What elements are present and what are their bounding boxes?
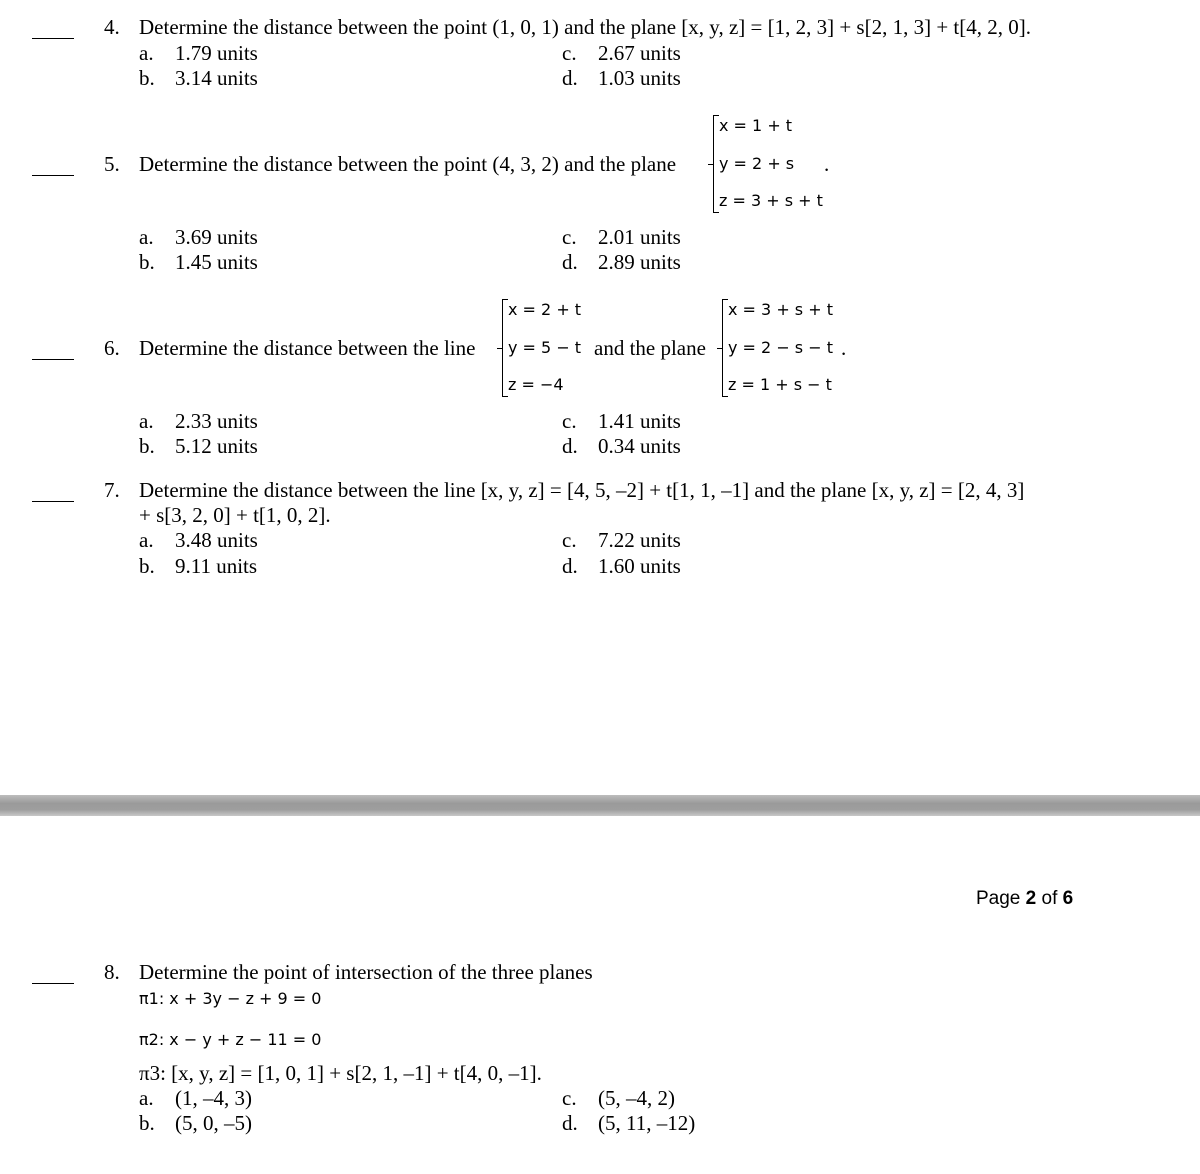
- q4-option-c: 2.67 units: [598, 41, 681, 65]
- page-total: 6: [1062, 888, 1074, 909]
- q5-period: .: [824, 152, 830, 176]
- q8-plane-2: π2: x − y + z − 11 = 0: [139, 1030, 322, 1049]
- q5-option-a-label: a.: [139, 225, 154, 249]
- q8-plane-1: π1: x + 3y − z + 9 = 0: [139, 989, 322, 1008]
- answer-blank-q6[interactable]: [32, 359, 74, 360]
- q6-line-eq-y: y = 5 − t: [508, 338, 582, 357]
- q8-option-b: (5, 0, –5): [175, 1111, 252, 1135]
- q7-option-b-label: b.: [139, 554, 155, 578]
- q5-plane-eq-z: z = 3 + s + t: [719, 191, 823, 210]
- q4-option-a-label: a.: [139, 41, 154, 65]
- question-7-text-line1: Determine the distance between the line [x, y, z] = [4, 5, –2] + t[1, 1, –1] and the plane [x, y, z] = [2, 4, 3]: [139, 478, 1025, 502]
- page-current: 2: [1025, 888, 1037, 909]
- answer-blank-q7[interactable]: [32, 501, 74, 502]
- q6-option-a-label: a.: [139, 409, 154, 433]
- q5-plane-eq-x: x = 1 + t: [719, 116, 793, 135]
- question-5-text: Determine the distance between the point (4, 3, 2) and the plane: [139, 152, 677, 176]
- q7-option-c-label: c.: [562, 528, 577, 552]
- q8-plane-3: π3: [x, y, z] = [1, 0, 1] + s[2, 1, –1] + t[4, 0, –1].: [139, 1061, 542, 1085]
- q8-option-c: (5, –4, 2): [598, 1086, 675, 1110]
- q6-option-b-label: b.: [139, 434, 155, 458]
- q4-option-a: 1.79 units: [175, 41, 258, 65]
- page-of-label: of: [1041, 888, 1058, 909]
- q8-option-a: (1, –4, 3): [175, 1086, 252, 1110]
- q6-option-c-label: c.: [562, 409, 577, 433]
- q6-option-a: 2.33 units: [175, 409, 258, 433]
- question-4-text: Determine the distance between the point (1, 0, 1) and the plane [x, y, z] = [1, 2, 3] + s[2, 1, 3] + t[4, 2, 0].: [139, 15, 1031, 39]
- q6-plane-eq-z: z = 1 + s − t: [728, 375, 832, 394]
- q4-option-b-label: b.: [139, 66, 155, 90]
- question-number-6: 6.: [104, 336, 120, 360]
- q5-option-c: 2.01 units: [598, 225, 681, 249]
- q5-option-d: 2.89 units: [598, 250, 681, 274]
- q6-line-eq-x: x = 2 + t: [508, 300, 582, 319]
- q5-option-a: 3.69 units: [175, 225, 258, 249]
- q4-option-d: 1.03 units: [598, 66, 681, 90]
- answer-blank-q4[interactable]: [32, 38, 74, 39]
- q7-option-d-label: d.: [562, 554, 578, 578]
- question-number-7: 7.: [104, 478, 120, 502]
- q6-option-d-label: d.: [562, 434, 578, 458]
- q8-option-d: (5, 11, –12): [598, 1111, 696, 1135]
- question-number-5: 5.: [104, 152, 120, 176]
- q7-option-b: 9.11 units: [175, 554, 258, 578]
- question-number-4: 4.: [104, 15, 120, 39]
- page-break-divider: [0, 795, 1200, 816]
- q7-option-d: 1.60 units: [598, 554, 681, 578]
- q8-option-d-label: d.: [562, 1111, 578, 1135]
- q4-option-b: 3.14 units: [175, 66, 258, 90]
- q6-option-d: 0.34 units: [598, 434, 681, 458]
- page-label: Page: [976, 888, 1021, 909]
- q8-option-c-label: c.: [562, 1086, 577, 1110]
- q5-option-b-label: b.: [139, 250, 155, 274]
- q5-option-d-label: d.: [562, 250, 578, 274]
- question-6-text: Determine the distance between the line: [139, 336, 476, 360]
- answer-blank-q8[interactable]: [32, 983, 74, 984]
- q7-option-a-label: a.: [139, 528, 154, 552]
- q5-option-b: 1.45 units: [175, 250, 258, 274]
- q5-option-c-label: c.: [562, 225, 577, 249]
- question-number-8: 8.: [104, 960, 120, 984]
- q6-line-brace: [502, 299, 503, 397]
- q7-option-c: 7.22 units: [598, 528, 681, 552]
- question-7-text-line2: + s[3, 2, 0] + t[1, 0, 2].: [139, 503, 331, 527]
- q6-option-b: 5.12 units: [175, 434, 258, 458]
- q5-plane-brace: [713, 115, 714, 213]
- q6-plane-eq-x: x = 3 + s + t: [728, 300, 833, 319]
- question-8-text: Determine the point of intersection of the three planes: [139, 960, 593, 984]
- q6-option-c: 1.41 units: [598, 409, 681, 433]
- q7-option-a: 3.48 units: [175, 528, 258, 552]
- q5-plane-eq-y: y = 2 + s: [719, 154, 795, 173]
- q6-line-eq-z: z = −4: [508, 375, 564, 394]
- q6-period: .: [841, 336, 847, 360]
- q6-plane-eq-y: y = 2 − s − t: [728, 338, 833, 357]
- q6-and-the-plane: and the plane: [594, 336, 706, 360]
- q4-option-d-label: d.: [562, 66, 578, 90]
- q6-plane-brace: [722, 299, 723, 397]
- answer-blank-q5[interactable]: [32, 175, 74, 176]
- q4-option-c-label: c.: [562, 41, 577, 65]
- page-number: [976, 889, 1073, 908]
- q8-option-a-label: a.: [139, 1086, 154, 1110]
- q8-option-b-label: b.: [139, 1111, 155, 1135]
